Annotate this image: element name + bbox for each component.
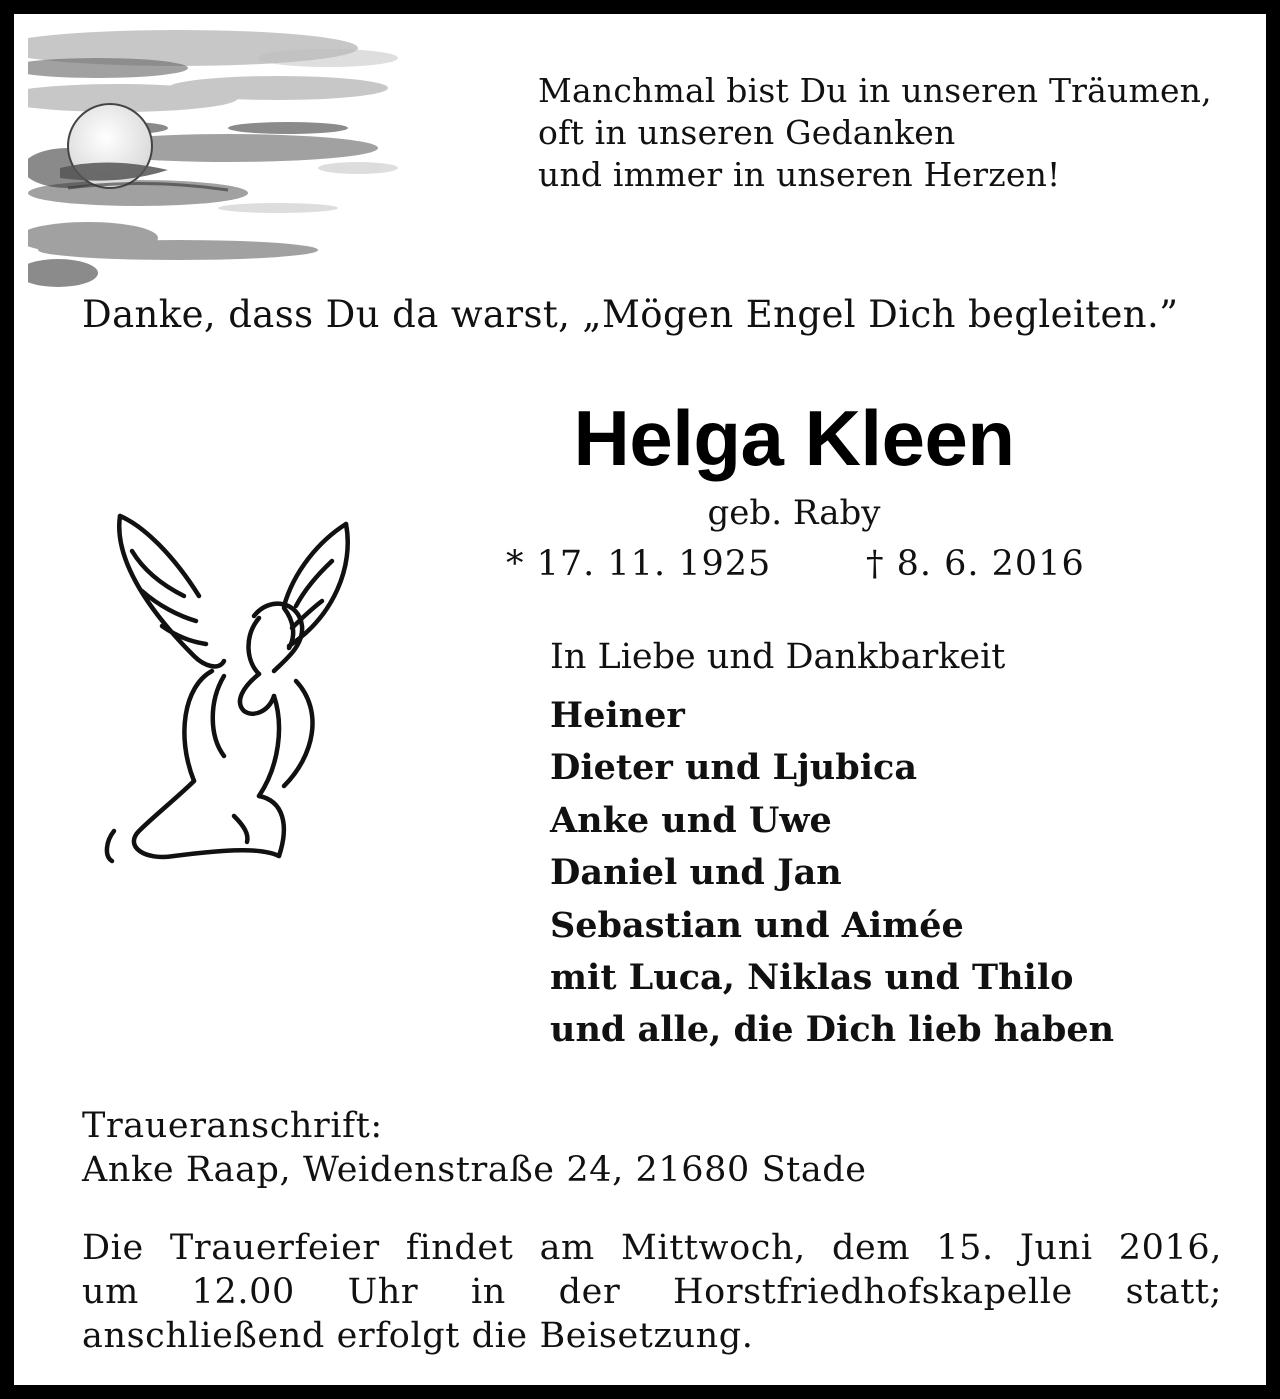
address-label: Traueranschrift: xyxy=(82,1106,383,1146)
life-dates xyxy=(506,542,1146,586)
moon-clouds-illustration xyxy=(28,28,408,290)
service-line-2: um 12.00 Uhr in der Horstfriedhofskapelle statt; xyxy=(82,1272,1222,1312)
family-list xyxy=(550,690,1250,1057)
service-line-3: anschließend erfolgt die Beisetzung. xyxy=(82,1316,754,1356)
family-member: und alle, die Dich lieb haben xyxy=(550,1009,1115,1051)
family-member: Dieter und Ljubica xyxy=(550,747,918,789)
deceased-name: Helga Kleen xyxy=(573,394,1015,482)
closing-phrase: In Liebe und Dankbarkeit xyxy=(550,637,1006,677)
poem-line-1: Manchmal bist Du in unseren Träumen, xyxy=(538,71,1212,110)
praying-angel-illustration xyxy=(84,496,364,886)
mourning-address xyxy=(82,1104,1232,1192)
birth-date: * 17. 11. 1925 xyxy=(506,544,772,584)
family-member: Heiner xyxy=(550,695,685,736)
death-date: † 8. 6. 2016 xyxy=(866,544,1085,584)
service-info xyxy=(82,1226,1222,1358)
family-member: Daniel und Jan xyxy=(550,852,842,894)
poem-line-3: und immer in unseren Herzen! xyxy=(538,155,1061,194)
poem-line-2: oft in unseren Gedanken xyxy=(538,113,956,152)
poem xyxy=(538,70,1258,196)
family-member: Anke und Uwe xyxy=(550,799,832,841)
family-member: Sebastian und Aimée xyxy=(550,904,964,946)
family-member: mit Luca, Niklas und Thilo xyxy=(550,956,1074,998)
address-value: Anke Raap, Weidenstraße 24, 21680 Stade xyxy=(82,1150,867,1190)
thanks-line: Danke, dass Du da warst, „Mögen Engel Dich begleiten.” xyxy=(82,293,1179,336)
service-line-1: Die Trauerfeier findet am Mittwoch, dem 15. Juni 2016, xyxy=(82,1228,1222,1268)
maiden-name: geb. Raby xyxy=(707,493,881,533)
